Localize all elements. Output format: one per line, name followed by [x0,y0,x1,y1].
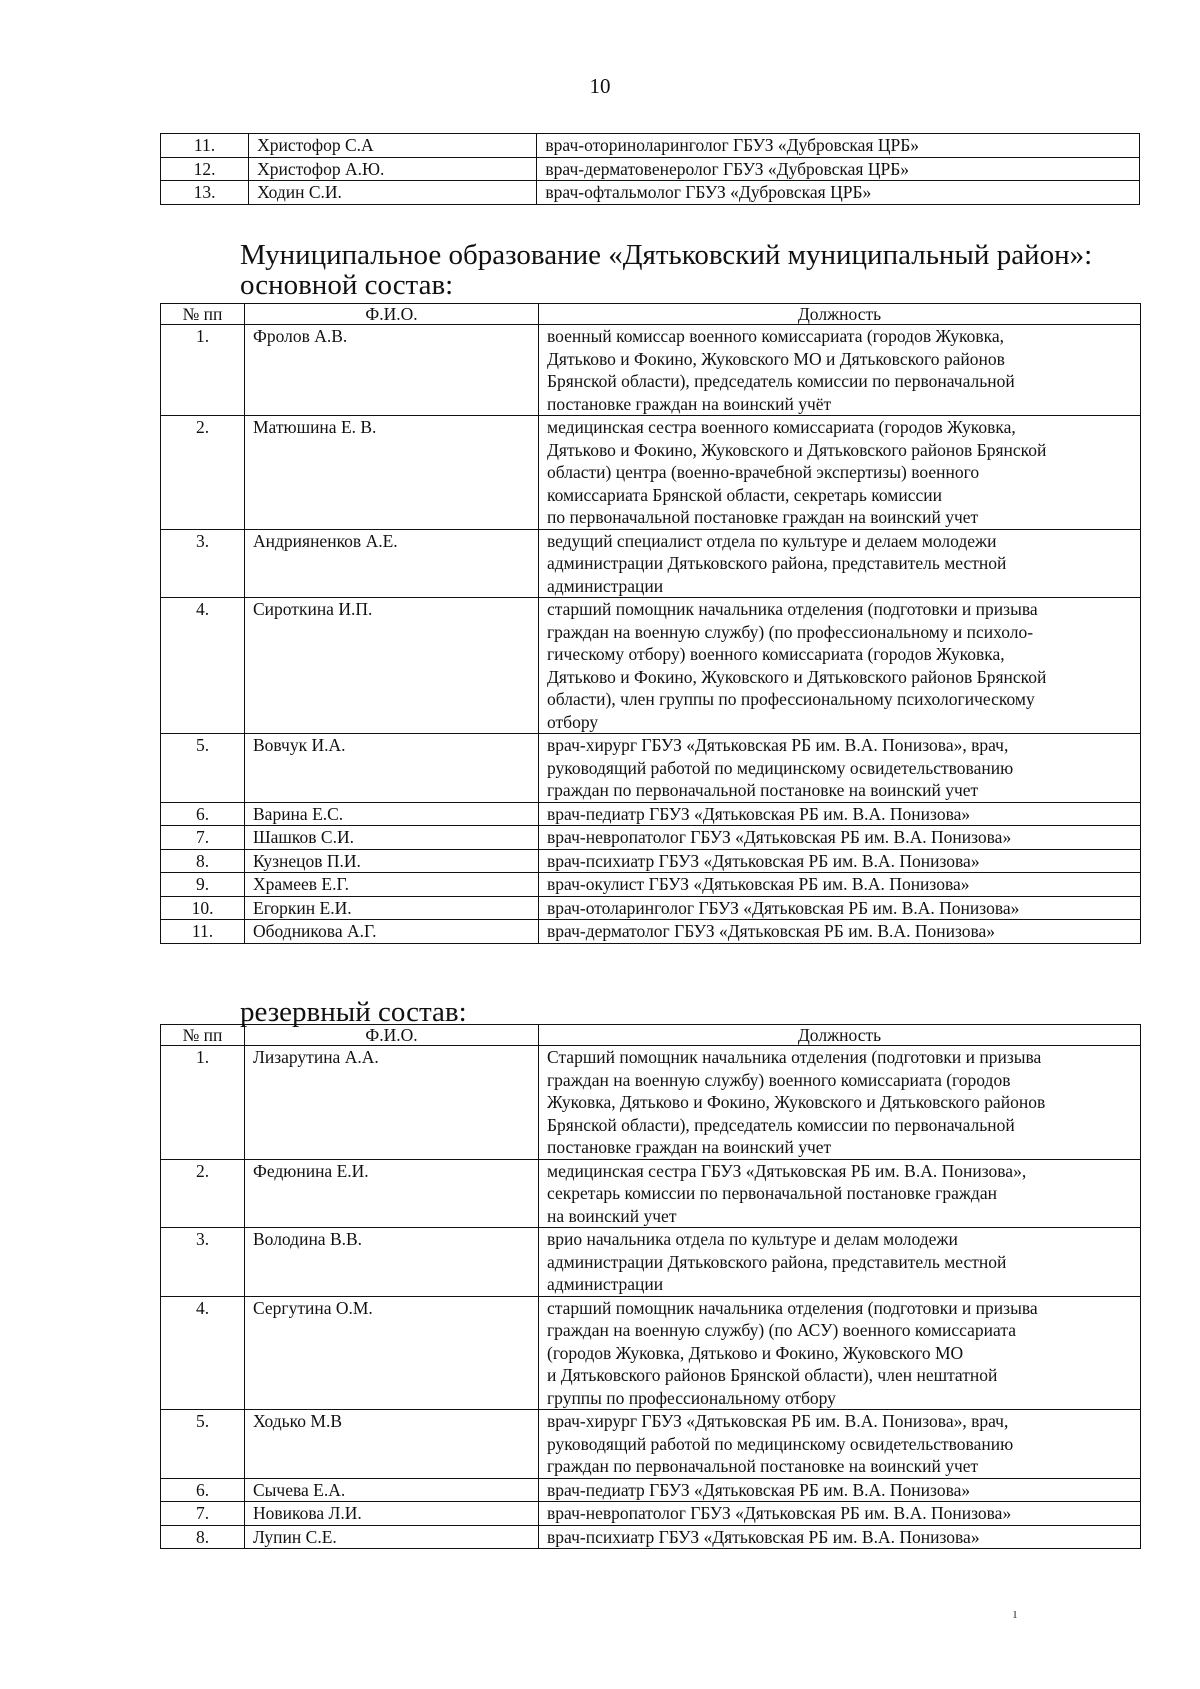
column-header-num: № пп [161,1025,245,1046]
table-row [161,1159,1141,1228]
table-row [161,325,1141,416]
table-row [161,1410,1141,1479]
row-number: 11. [161,920,245,944]
column-header-name: Ф.И.О. [245,1025,539,1046]
column-header-position: Должность [539,304,1141,325]
row-position: медицинская сестра ГБУЗ «Дятьковская РБ им. В.А. Понизова», секретарь комиссии по первоначальной постановке граждан на воинский учет [539,1159,1141,1228]
row-name: Ободникова А.Г. [245,920,539,944]
row-name: Кузнецов П.И. [245,849,539,873]
row-number: 3. [161,529,245,598]
table-main-body [161,325,1141,944]
row-name: Володина В.В. [245,1228,539,1297]
row-position: врач-педиатр ГБУЗ «Дятьковская РБ им. В.А. Понизова» [539,802,1141,826]
row-name: Варина Е.С. [245,802,539,826]
row-name: Вовчук И.А. [245,734,539,803]
row-name: Сычева Е.А. [245,1478,539,1502]
main-subheading: основной состав: [240,269,454,301]
row-position: старший помощник начальника отделения (подготовки и призыва граждан на военную службу) (по профессиональному и психоло- гическому отбору) военного комиссариата (городов Жуковка, Дятьково и Фокино, Жуковского и Дятьковского районов Брянской области), член группы по профессиональному психологическому отбору [539,598,1141,734]
row-name: Сироткина И.П. [245,598,539,734]
row-number: 10. [161,896,245,920]
table-reserve-body [161,1046,1141,1549]
row-name: Новикова Л.И. [245,1502,539,1526]
row-number: 2. [161,1159,245,1228]
row-number: 7. [161,826,245,850]
row-name: Егоркин Е.И. [245,896,539,920]
row-name: Храмеев Е.Г. [245,873,539,897]
table-row [161,896,1141,920]
row-name: Сергутина О.М. [245,1296,539,1410]
table-top-body [161,134,1140,205]
row-name: Ходько М.В [245,1410,539,1479]
row-name: Шашков С.И. [245,826,539,850]
table-row [161,598,1141,734]
row-position: врач-хирург ГБУЗ «Дятьковская РБ им. В.А. Понизова», врач, руководящий работой по медицинскому освидетельствованию граждан по первоначальной постановке на воинский учет [539,734,1141,803]
row-number: 4. [161,1296,245,1410]
row-name: Фролов А.В. [245,325,539,416]
row-position: военный комиссар военного комиссариата (городов Жуковка, Дятьково и Фокино, Жуковского МО и Дятьковского районов Брянской области), председатель комиссии по первоначальной постановке граждан на воинский учёт [539,325,1141,416]
row-number: 5. [161,734,245,803]
row-position: врач-оториноларинголог ГБУЗ «Дубровская ЦРБ» [537,134,1140,158]
row-number: 1. [161,325,245,416]
row-name: Лупин С.Е. [245,1525,539,1549]
row-position: врач-дерматовенеролог ГБУЗ «Дубровская ЦРБ» [537,157,1140,181]
row-name: Федюнина Е.И. [245,1159,539,1228]
table-header-row [161,1025,1141,1046]
row-position: врач-отоларинголог ГБУЗ «Дятьковская РБ им. В.А. Понизова» [539,896,1141,920]
row-number: 9. [161,873,245,897]
column-header-position: Должность [539,1025,1141,1046]
row-position: врач-психиатр ГБУЗ «Дятьковская РБ им. В.А. Понизова» [539,849,1141,873]
row-position: медицинская сестра военного комиссариата (городов Жуковка, Дятьково и Фокино, Жуковского и Дятьковского районов Брянской области) центра (военно-врачебной экспертизы) военного комиссариата Брянской области, секретарь комиссии по первоначальной постановке граждан на воинский учет [539,416,1141,530]
table-row [161,1228,1141,1297]
row-position: врио начальника отдела по культуре и делам молодежи администрации Дятьковского района, представитель местной администрации [539,1228,1141,1297]
row-position: ведущий специалист отдела по культуре и делаем молодежи администрации Дятьковского района, представитель местной администрации [539,529,1141,598]
table-header-row [161,304,1141,325]
table-reserve-composition [160,1024,1141,1549]
table-row [161,1525,1141,1549]
section-heading: Муниципальное образование «Дятьковский муниципальный район»: [240,239,1093,271]
table-row [161,1502,1141,1526]
row-position: врач-педиатр ГБУЗ «Дятьковская РБ им. В.А. Понизова» [539,1478,1141,1502]
row-name: Андрияненков А.Е. [245,529,539,598]
row-number: 6. [161,802,245,826]
row-number: 12. [161,157,249,181]
table-row [161,849,1141,873]
table-row [161,734,1141,803]
row-name: Христофор А.Ю. [249,157,537,181]
row-name: Лизарутина А.А. [245,1046,539,1160]
row-number: 8. [161,849,245,873]
row-number: 1. [161,1046,245,1160]
row-position: врач-психиатр ГБУЗ «Дятьковская РБ им. В.А. Понизова» [539,1525,1141,1549]
stray-mark: ı [1013,1606,1018,1622]
row-number: 7. [161,1502,245,1526]
row-position: врач-хирург ГБУЗ «Дятьковская РБ им. В.А. Понизова», врач, руководящий работой по медицинскому освидетельствованию граждан по первоначальной постановке на воинский учет [539,1410,1141,1479]
row-number: 3. [161,1228,245,1297]
table-row [161,1296,1141,1410]
row-number: 13. [161,181,249,205]
row-number: 5. [161,1410,245,1479]
table-row [161,802,1141,826]
table-row [161,920,1141,944]
table-row [161,873,1141,897]
reserve-subheading: резервный состав: [240,996,467,1028]
row-position: врач-дерматолог ГБУЗ «Дятьковская РБ им. В.А. Понизова» [539,920,1141,944]
row-number: 2. [161,416,245,530]
row-number: 11. [161,134,249,158]
row-number: 6. [161,1478,245,1502]
table-top-continuation [160,133,1140,205]
table-row [161,181,1140,205]
table-row [161,416,1141,530]
row-position: Старший помощник начальника отделения (подготовки и призыва граждан на военную службу) военного комиссариата (городов Жуковка, Дятьково и Фокино, Жуковского и Дятьковского районов Брянской области), председатель комиссии по первоначальной постановке граждан на воинский учет [539,1046,1141,1160]
column-header-num: № пп [161,304,245,325]
table-row [161,134,1140,158]
row-position: старший помощник начальника отделения (подготовки и призыва граждан на военную службу) (по АСУ) военного комиссариата (городов Жуковка, Дятьково и Фокино, Жуковского МО и Дятьковского районов Брянской области), член нештатной группы по профессиональному отбору [539,1296,1141,1410]
row-position: врач-невропатолог ГБУЗ «Дятьковская РБ им. В.А. Понизова» [539,1502,1141,1526]
row-position: врач-офтальмолог ГБУЗ «Дубровская ЦРБ» [537,181,1140,205]
table-main-composition [160,303,1141,944]
row-number: 8. [161,1525,245,1549]
row-name: Христофор С.А [249,134,537,158]
table-row [161,1478,1141,1502]
row-position: врач-окулист ГБУЗ «Дятьковская РБ им. В.А. Понизова» [539,873,1141,897]
table-row [161,157,1140,181]
row-position: врач-невропатолог ГБУЗ «Дятьковская РБ им. В.А. Понизова» [539,826,1141,850]
table-row [161,529,1141,598]
row-name: Ходин С.И. [249,181,537,205]
page-number: 10 [589,74,611,98]
table-row [161,826,1141,850]
row-name: Матюшина Е. В. [245,416,539,530]
table-row [161,1046,1141,1160]
row-number: 4. [161,598,245,734]
column-header-name: Ф.И.О. [245,304,539,325]
